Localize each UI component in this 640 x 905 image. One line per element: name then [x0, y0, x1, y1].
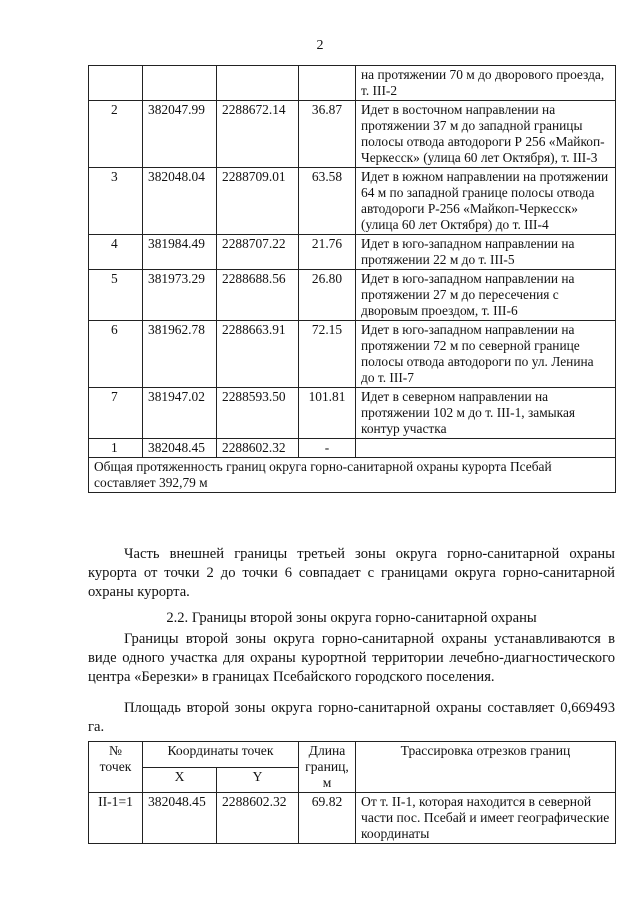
length-cell: 36.87: [299, 101, 356, 168]
x-coordinate-cell: 381973.29: [143, 270, 217, 321]
description-cell: Идет в восточном направлении на протяжении 37 м до западной границы полосы отвода автодороги Р 256 «Майкоп-Черкесск» (улица 60 лет Октября), т. III-3: [356, 101, 616, 168]
length-cell: 101.81: [299, 388, 356, 439]
boundary-table-zone3: [88, 65, 616, 493]
table-row: [89, 235, 616, 270]
header-point-number: № точек: [89, 742, 143, 793]
header-length: Длина границ, м: [299, 742, 356, 793]
table-row: [89, 321, 616, 388]
table-row: [89, 388, 616, 439]
page-number: 2: [316, 38, 324, 53]
description-cell: Идет в южном направлении на протяжении 64 м по западной границе полосы отвода автодороги Р-256 «Майкоп-Черкесск» (улица 60 лет Октября) до т. III-4: [356, 168, 616, 235]
table-row: [89, 168, 616, 235]
y-coordinate-cell: 2288602.32: [217, 793, 299, 844]
x-coordinate-cell: 381984.49: [143, 235, 217, 270]
description-cell: Идет в северном направлении на протяжении 102 м до т. III-1, замыкая контур участка: [356, 388, 616, 439]
point-number-cell: II-1=1: [89, 793, 143, 844]
header-y: Y: [217, 767, 299, 793]
table-row: [89, 66, 616, 101]
point-number-cell: 3: [89, 168, 143, 235]
header-coordinates: Координаты точек: [143, 742, 299, 768]
point-number-cell: 2: [89, 101, 143, 168]
point-number-cell: 5: [89, 270, 143, 321]
paragraph-zone2-boundaries: Границы второй зоны округа горно-санитарной охраны устанавливаются в виде одного участка для охраны курортной территории лечебно-диагностического центра «Березки» в границах Псебайского городского поселения.: [88, 631, 615, 686]
total-length-cell: Общая протяженность границ округа горно-санитарной охраны курорта Псебай составляет 392,79 м: [89, 458, 616, 493]
paragraph-zone2-area: Площадь второй зоны округа горно-санитарной охраны составляет 0,669493 га.: [88, 700, 615, 736]
section-heading: 2.2. Границы второй зоны округа горно-санитарной охраны: [166, 610, 537, 626]
length-cell: -: [299, 439, 356, 458]
y-coordinate-cell: 2288709.01: [217, 168, 299, 235]
table-row: [89, 270, 616, 321]
table-row: [89, 439, 616, 458]
description-cell: Идет в юго-западном направлении на протяжении 22 м до т. III-5: [356, 235, 616, 270]
header-x: X: [143, 767, 217, 793]
description-cell: Идет в юго-западном направлении на протяжении 72 м по северной границе полосы отвода автодороги по ул. Ленина до т. III-7: [356, 321, 616, 388]
point-number-cell: 1: [89, 439, 143, 458]
boundary-table-zone2: [88, 741, 616, 844]
point-number-cell: 6: [89, 321, 143, 388]
x-coordinate-cell: 382048.04: [143, 168, 217, 235]
description-cell: [356, 439, 616, 458]
y-coordinate-cell: 2288663.91: [217, 321, 299, 388]
x-coordinate-cell: 381947.02: [143, 388, 217, 439]
table-row: [89, 101, 616, 168]
description-cell: Идет в юго-западном направлении на протяжении 27 м до пересечения с дворовым проездом, т. III-6: [356, 270, 616, 321]
length-cell: 72.15: [299, 321, 356, 388]
point-number-cell: 7: [89, 388, 143, 439]
point-number-cell: 4: [89, 235, 143, 270]
paragraph-coincidence: Часть внешней границы третьей зоны округа горно-санитарной охраны курорта от точки 2 до точки 6 совпадает с границами округа горно-санитарной охраны курорта.: [88, 546, 615, 601]
table-total-row: [89, 458, 616, 493]
y-coordinate-cell: 2288688.56: [217, 270, 299, 321]
length-cell: 21.76: [299, 235, 356, 270]
length-cell: 26.80: [299, 270, 356, 321]
table-row: [89, 793, 616, 844]
x-coordinate-cell: 381962.78: [143, 321, 217, 388]
x-coordinate-cell: 382047.99: [143, 101, 217, 168]
x-coordinate-cell: 382048.45: [143, 439, 217, 458]
description-cell: на протяжении 70 м до дворового проезда, т. III-2: [356, 66, 616, 101]
length-cell: 69.82: [299, 793, 356, 844]
x-coordinate-cell: 382048.45: [143, 793, 217, 844]
y-coordinate-cell: 2288707.22: [217, 235, 299, 270]
y-coordinate-cell: 2288672.14: [217, 101, 299, 168]
header-description: Трассировка отрезков границ: [356, 742, 616, 793]
length-cell: 63.58: [299, 168, 356, 235]
description-cell: От т. II-1, которая находится в северной части пос. Псебай и имеет географические координаты: [356, 793, 616, 844]
table-header-row: [89, 742, 616, 768]
y-coordinate-cell: 2288602.32: [217, 439, 299, 458]
y-coordinate-cell: 2288593.50: [217, 388, 299, 439]
